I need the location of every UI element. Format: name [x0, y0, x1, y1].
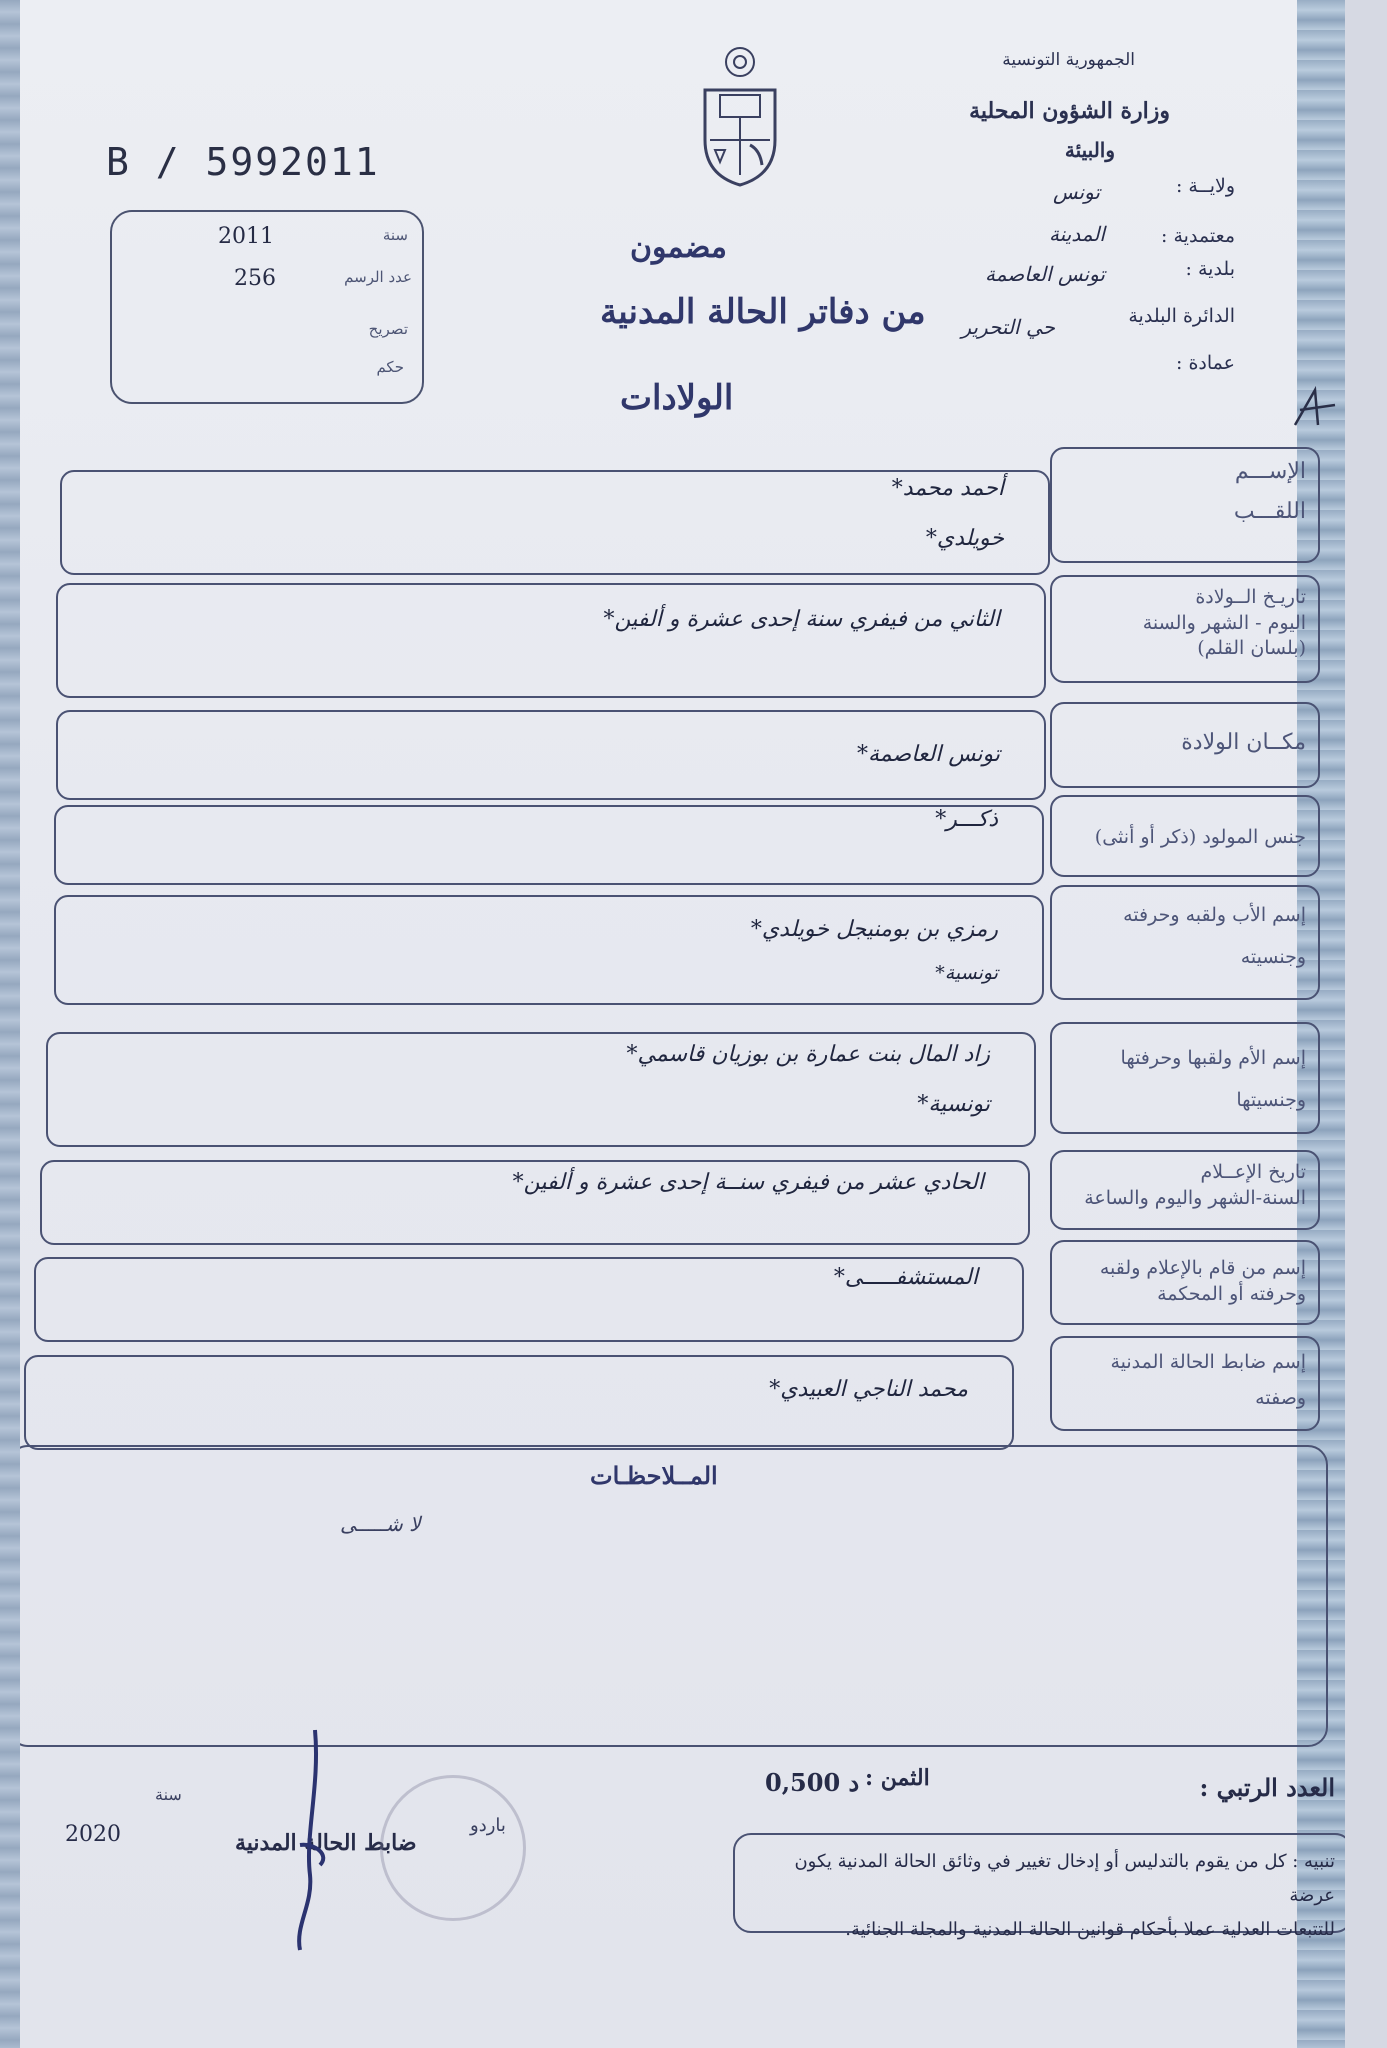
register-number-label: عدد الرسم	[344, 268, 412, 286]
father-nationality-value: تونسية*	[935, 962, 998, 984]
governorate-label: ولايــة :	[1175, 175, 1235, 197]
warning-line-1: تنبيه : كل من يقوم بالتدليس أو إدخال تغيير في وثائق الحالة المدنية يكون عرضة	[794, 1851, 1335, 1907]
signature-icon	[275, 1725, 345, 1955]
imada-label: عمادة :	[1176, 352, 1235, 374]
warning-line-2: للتتبعات العدلية عملا بأحكام قوانين الحالة المدنية والمجلة الجنائية.	[845, 1919, 1335, 1941]
republic-name: الجمهورية التونسية	[1002, 50, 1135, 70]
price-label: الثمن :	[865, 1765, 930, 1791]
official-stamp	[380, 1775, 526, 1921]
father-nationality-label: وجنسيته	[1240, 945, 1306, 968]
register-year: 2011	[218, 224, 274, 249]
birthplace-label: مكــان الولادة	[1181, 730, 1306, 755]
district-label: الدائرة البلدية	[1128, 305, 1235, 327]
row-declaration-date-label-box	[1050, 1150, 1320, 1230]
mother-value: زاد المال بنت عمارة بن بوزيان قاسمي*	[626, 1042, 990, 1067]
first-name-label: الإســـم	[1234, 459, 1306, 484]
row-birthdate-value-box	[56, 583, 1046, 698]
mother-nationality-value: تونسية*	[917, 1092, 990, 1117]
footer-place: باردو	[470, 1815, 506, 1836]
delegation-label: معتمدية :	[1161, 225, 1235, 247]
sex-label: جنس المولود (ذكر أو أنثى)	[1094, 826, 1306, 848]
warning-box	[733, 1833, 1345, 1941]
birthdate-value: الثاني من فيفري سنة إحدى عشرة و ألفين*	[603, 607, 1000, 632]
officer-value: محمد الناجي العبيدي*	[769, 1377, 968, 1402]
document-serial-number: B / 5992011	[106, 140, 380, 184]
row-officer-label-box	[1050, 1336, 1320, 1431]
register-year-label: سنة	[382, 226, 408, 244]
judgment-label: حكم	[376, 358, 404, 376]
row-sex-value-box	[54, 805, 1044, 885]
doc-title-extract: مضمون	[630, 230, 727, 265]
ministry-name-line2: والبيئة	[1064, 138, 1115, 162]
footer-officer-label: ضابط الحالة المدنية	[235, 1830, 417, 1856]
row-father-label-box	[1050, 885, 1320, 1000]
row-mother-value-box	[46, 1032, 1036, 1147]
father-label: إسم الأب ولقبه وحرفته	[1123, 904, 1306, 926]
row-birthplace-label-box	[1050, 702, 1320, 788]
row-name-value-box	[60, 470, 1050, 575]
row-sex-label-box	[1050, 795, 1320, 877]
declarant-sublabel: وحرفته أو المحكمة	[1157, 1282, 1306, 1305]
birthplace-value: تونس العاصمة*	[857, 742, 1000, 767]
ministry-name: وزارة الشؤون المحلية	[969, 98, 1170, 124]
row-mother-label-box	[1050, 1022, 1320, 1134]
row-name-label-box	[1050, 447, 1320, 563]
sex-value: ذكـــر*	[935, 807, 998, 832]
row-declaration-date-value-box	[40, 1160, 1030, 1245]
declarant-label: إسم من قام بالإعلام ولقبه	[1099, 1257, 1306, 1279]
register-box	[110, 210, 424, 404]
last-name-value: خويلدي*	[925, 526, 1004, 551]
birthdate-label: تاريـخ الــولادة	[1195, 586, 1306, 608]
first-name-value: أحمد محمد*	[891, 476, 1004, 501]
notes-title: المــلاحظـات	[590, 1461, 718, 1490]
declaration-date-label: تاريخ الإعــلام	[1200, 1161, 1306, 1183]
last-name-label: اللقـــب	[1233, 498, 1306, 524]
father-value: رمزي بن بومنيجل خويلدي*	[750, 917, 998, 942]
mother-nationality-label: وجنسيتها	[1236, 1088, 1306, 1111]
declaration-date-sublabel: السنة-الشهر واليوم والساعة	[1084, 1186, 1306, 1209]
notes-box	[20, 1445, 1328, 1747]
officer-label: إسم ضابط الحالة المدنية	[1110, 1351, 1306, 1373]
district-value: حي التحرير	[961, 315, 1055, 339]
price-value: 0,500 د	[765, 1768, 860, 1797]
declaration-date-value: الحادي عشر من فيفري سنــة إحدى عشرة و ألفين*	[512, 1170, 984, 1195]
row-father-value-box	[54, 895, 1044, 1005]
row-officer-value-box	[24, 1355, 1014, 1450]
mother-label: إسم الأم ولقبها وحرفتها	[1120, 1047, 1306, 1069]
tunisia-emblem-icon	[685, 40, 795, 190]
declarant-value: المستشفـــــى*	[833, 1265, 978, 1290]
paper-edge-left	[0, 0, 20, 2048]
serial-number-label: العدد الرتبي :	[1199, 1773, 1335, 1802]
notes-value: لا شـــــى	[340, 1512, 421, 1536]
footer-year-label: سنة	[155, 1785, 182, 1804]
footer-year: 2020	[65, 1822, 121, 1847]
document-paper	[20, 0, 1345, 2048]
governorate-value: تونس	[1053, 180, 1100, 204]
handwritten-mark-icon	[1290, 385, 1340, 435]
doc-title-registers: من دفاتر الحالة المدنية	[600, 292, 926, 332]
birthdate-words-label: (بلسان القلم)	[1197, 637, 1306, 660]
declaration-label: تصريح	[368, 320, 408, 338]
row-declarant-value-box	[34, 1257, 1024, 1342]
municipality-value: تونس العاصمة	[985, 262, 1105, 286]
row-birthplace-value-box	[56, 710, 1046, 800]
birthdate-sublabel: اليوم - الشهر والسنة	[1142, 611, 1306, 634]
register-number: 256	[234, 266, 276, 291]
officer-sublabel: وصفته	[1255, 1386, 1306, 1409]
row-declarant-label-box	[1050, 1240, 1320, 1325]
delegation-value: المدينة	[1048, 222, 1105, 246]
doc-title-births: الولادات	[620, 378, 734, 418]
municipality-label: بلدية :	[1185, 258, 1235, 280]
row-birthdate-label-box	[1050, 575, 1320, 683]
